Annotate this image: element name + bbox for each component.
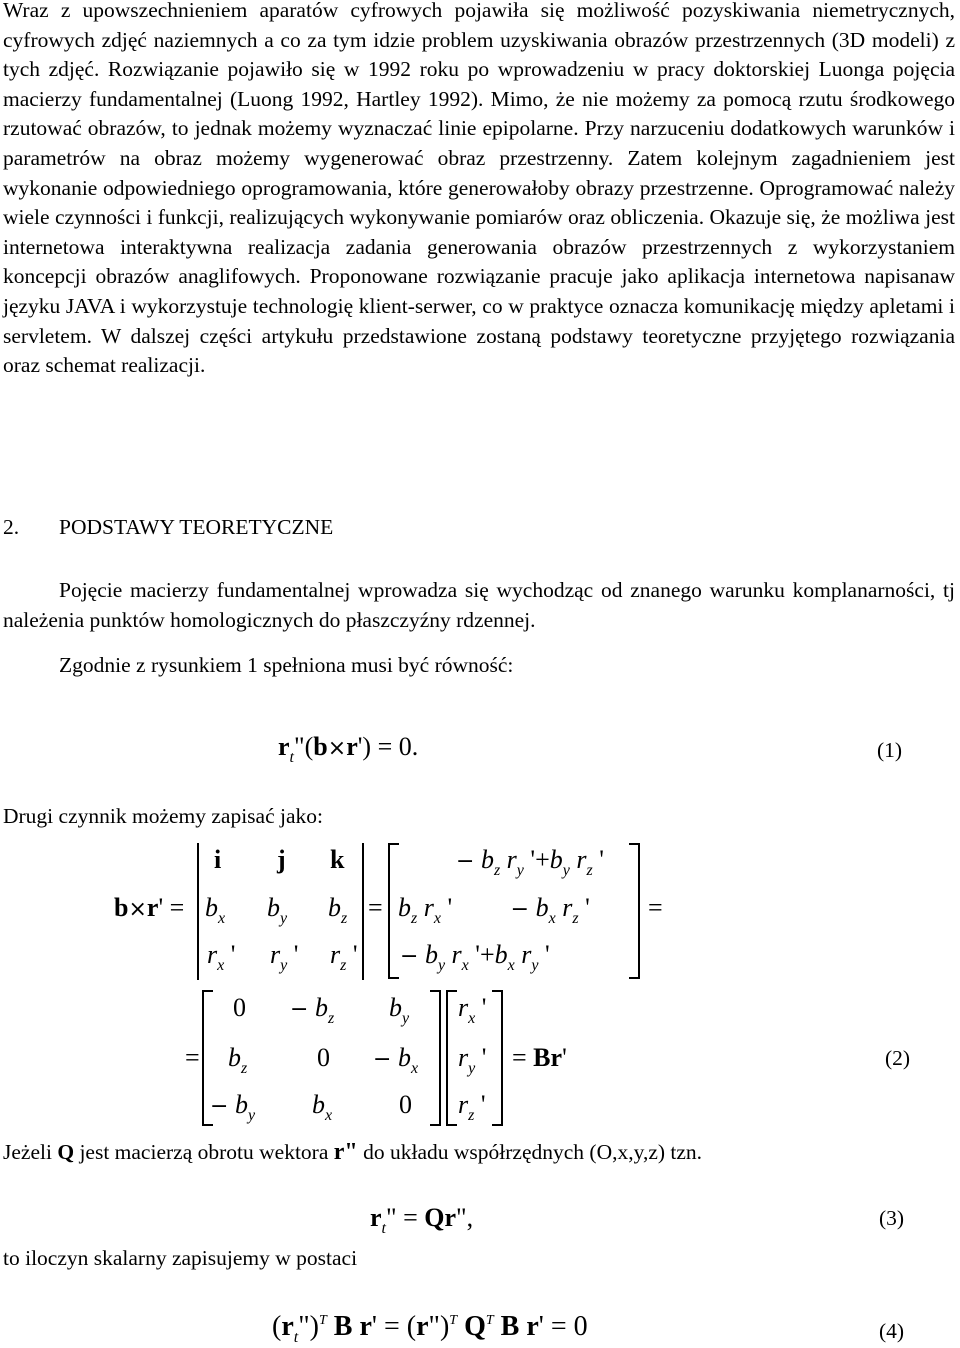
eq2-equals-1: = bbox=[368, 893, 383, 922]
mat-bracket-right bbox=[430, 990, 441, 1126]
equation-3: $r_t$" = Qr", bbox=[370, 1203, 474, 1237]
eq1-b: b bbox=[313, 732, 328, 761]
det-bz: $b_z$ bbox=[328, 893, 348, 927]
equation-1-number: (1) bbox=[877, 738, 903, 762]
det-left-bar bbox=[197, 843, 199, 980]
det-rz: $r_z$ ' bbox=[330, 940, 358, 974]
scalar-paragraph: to iloczyn skalarny zapisujemy w postaci bbox=[3, 1246, 358, 1270]
vec-bracket-right bbox=[629, 843, 640, 979]
det-rx: $r_x$ ' bbox=[207, 940, 236, 974]
eq2-prime-eq: ' = bbox=[158, 893, 185, 922]
eq2-b: b bbox=[114, 893, 129, 922]
mat-02: $b_y$ bbox=[389, 993, 410, 1027]
fundamental-paragraph: Pojęcie macierzy fundamentalnej wprowadza się wychodząc od znanego warunku komplanarności, tj należenia punktów homologicznych do płaszczyźny rdzennej. bbox=[3, 578, 955, 632]
equation-2-number: (2) bbox=[885, 1046, 911, 1070]
rotation-Q: Q bbox=[57, 1140, 75, 1164]
mat-22: 0 bbox=[399, 1090, 412, 1119]
section-title: PODSTAWY TEORETYCZNE bbox=[59, 515, 334, 539]
eq2-r: r bbox=[146, 893, 159, 922]
equation-3-number: (3) bbox=[879, 1206, 905, 1230]
det-ry: $r_y$ ' bbox=[270, 940, 299, 974]
det-bx: $b_x$ bbox=[205, 893, 226, 927]
rotation-after: do układu współrzędnych (O,x,y,z) tzn. bbox=[363, 1140, 703, 1164]
intro-paragraph: Wraz z upowszechnieniem aparatów cyfrowych pojawiła się możliwość pozyskiwania niemetrycznych, cyfrowych zdjęć naziemnych a co za tym idzie problem uzyskiwania obrazów przestrzennych (3D modeli) z tych zdjęć. Rozwiązanie pojawiło się w 1992 roku po wprowadzeniu w pracy doktorskiej Luonga pojęcia macierzy fundamentalnej (Luong 1992, Hartley 1992). Mimo, że nie możemy za pomocą rzutu środkowego rzutować obrazów, to jednak możemy wyznaczać linie epipolarne. Przy narzuceniu dodatkowych warunków i parametrów na obraz możemy wygenerować obraz przestrzenny. Zatem kolejnym zagadnieniem jest wykonanie odpowiedniego oprogramowania, które generowałoby obrazy przestrzenne. Oprogramować należy wiele czynności i funkcji, realizujących wykonywanie pomiarów oraz obliczenia. Okazuje się, że możliwa jest internetowa interaktywna realizacja zadania generowania obrazów przestrzennych z wykorzystaniem koncepcji obrazów anaglifowych. Proponowane rozwiązanie pracuje jako aplikacja internetowa napisanaw języku JAVA i wykorzystuje technologię klient-serwer, co w praktyce oznacza komunikację między apletami i servletem. W dalszej części artykułu przedstawione zostaną podstawy teoretyczne przyjętego rozwiązania oraz schemat realizacji. bbox=[3, 0, 955, 378]
eq2-lhs bbox=[114, 893, 184, 925]
eq2-equals-3: = bbox=[185, 1043, 200, 1072]
mat-00: 0 bbox=[233, 993, 246, 1022]
equation-1 bbox=[278, 732, 418, 766]
det-i: i bbox=[214, 845, 222, 874]
section-heading bbox=[3, 515, 333, 540]
section-number: 2. bbox=[3, 515, 20, 539]
col-bracket-left bbox=[446, 990, 457, 1126]
mat-10: $b_z$ bbox=[228, 1043, 248, 1077]
eq2-result: = Br' bbox=[512, 1043, 567, 1072]
figure-paragraph: Zgodnie z rysunkiem 1 spełniona musi być równość: bbox=[59, 653, 514, 677]
rotation-paragraph bbox=[3, 1138, 702, 1168]
col-1: $r_y$ ' bbox=[458, 1043, 487, 1077]
rotation-middle: jest macierzą obrotu wektora bbox=[79, 1140, 329, 1164]
col-bracket-right bbox=[492, 990, 503, 1126]
mat-20: − $b_y$ bbox=[210, 1090, 256, 1124]
eq2-equals-2: = bbox=[648, 893, 663, 922]
vec-row-1: − $b_z$ $r_y$ '$+b_y$ $r_z$ ' bbox=[456, 845, 604, 879]
mat-01: − $b_z$ bbox=[290, 993, 335, 1027]
eq1-quote: "( bbox=[294, 732, 314, 761]
eq1-times: × bbox=[327, 736, 347, 761]
mat-11: 0 bbox=[317, 1043, 330, 1072]
second-factor-paragraph: Drugi czynnik możemy zapisać jako: bbox=[3, 804, 324, 828]
vec-row-3: − $b_y$ $r_x$ '$+b_x$ $r_y$ ' bbox=[400, 940, 550, 974]
col-0: $r_x$ ' bbox=[458, 993, 487, 1027]
rotation-vector: r" bbox=[333, 1139, 358, 1165]
equation-4-number: (4) bbox=[879, 1319, 905, 1343]
vec-row-2: $b_z$ $r_x$ ' − $b_x$ $r_z$ ' bbox=[398, 893, 590, 927]
eq1-tail: ') = 0. bbox=[357, 732, 419, 761]
eq1-r2: r bbox=[346, 732, 358, 761]
mat-12: − $b_x$ bbox=[373, 1043, 419, 1077]
eq2-times: × bbox=[128, 897, 147, 922]
mat-21: $b_x$ bbox=[312, 1090, 333, 1124]
equation-4: $(r_t")^T$ B r' = (r")$^T$ $Q^T$ B r' = 0 bbox=[272, 1311, 588, 1346]
col-2: $r_z$ ' bbox=[458, 1090, 486, 1124]
det-by: $b_y$ bbox=[267, 893, 288, 927]
eq1-r: r bbox=[278, 732, 290, 761]
det-k: k bbox=[330, 845, 345, 874]
eq1-t: t bbox=[289, 749, 294, 766]
rotation-before: Jeżeli bbox=[3, 1140, 52, 1164]
det-j: j bbox=[277, 845, 286, 874]
det-right-bar bbox=[362, 843, 364, 980]
